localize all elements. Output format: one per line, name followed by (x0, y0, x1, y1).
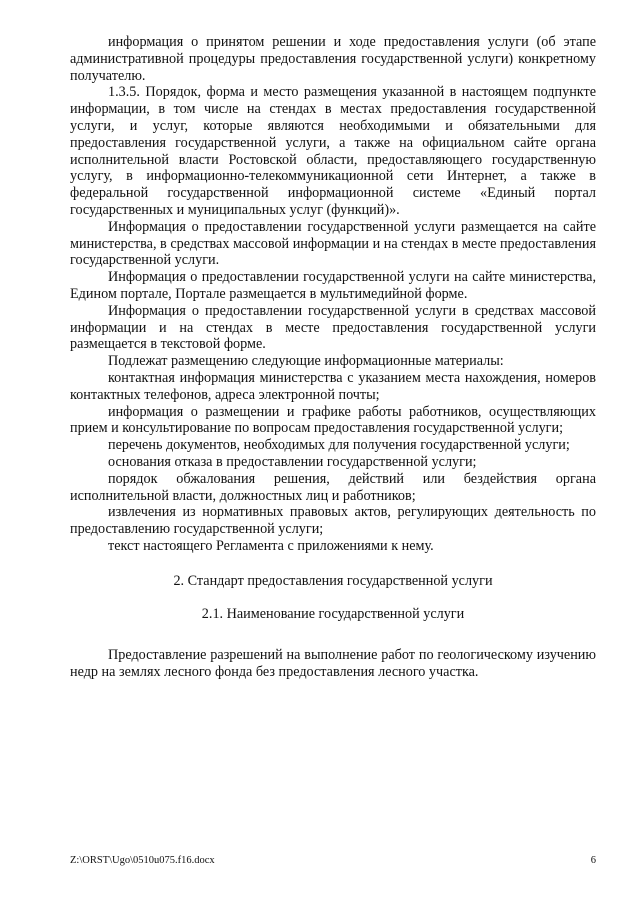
list-item-legal-extracts: извлечения из нормативных правовых актов, регулирующих деятельность по предоставлению государственной услуги; (70, 504, 596, 538)
list-item-contacts: контактная информация министерства с указанием места нахождения, номеров контактных телефонов, адреса электронной почты; (70, 369, 596, 403)
page-number: 6 (590, 855, 596, 866)
paragraph-service-name: Предоставление разрешений на выполнение работ по геологическому изучению недр на землях лесного фонда без предоставления лесного участка. (70, 646, 596, 680)
subsection-heading: 2.1. Наименование государственной услуги (201, 605, 465, 622)
paragraph-text-form: Информация о предоставлении государственной услуги в средствах массовой информации и на стендах в месте предоставления государственной услуги размещается в текстовой форме. (70, 302, 596, 353)
paragraph-multimedia-form: Информация о предоставлении государственной услуги на сайте министерства, Едином портале, Портале размещается в мультимедийной форме. (70, 269, 596, 302)
document-body (70, 34, 596, 680)
list-item-refusal-grounds: основания отказа в предоставлении государственной услуги; (108, 453, 477, 470)
list-item-regulation-text: текст настоящего Регламента с приложениями к нему. (108, 537, 434, 554)
list-item-appeal-procedure: порядок обжалования решения, действий или бездействия органа исполнительной власти, должностных лиц и работников; (70, 470, 596, 504)
paragraph-decision-info: информация о принятом решении и ходе предоставления услуги (об этапе административной процедуры предоставления государственной услуги) конкретному получателю. (70, 34, 596, 84)
list-item-schedule: информация о размещении и графике работы работников, осуществляющих прием и консультирование по вопросам предоставления государственной услуги; (70, 403, 596, 437)
paragraph-materials-intro: Подлежат размещению следующие информационные материалы: (108, 353, 504, 370)
footer-file-path: Z:\ORST\Ugo\0510u075.f16.docx (70, 855, 215, 866)
paragraph-info-placement: Информация о предоставлении государственной услуги размещается на сайте министерства, в средствах массовой информации и на стендах в месте предоставления государственной услуги. (70, 218, 596, 269)
paragraph-1-3-5: 1.3.5. Порядок, форма и место размещения указанной в настоящем подпункте информации, в том числе на стендах в местах предоставления государственной услуги, и услуг, которые являются необходимыми и обязательными для предоставления государственной услуги, а также на официальном сайте органа исполнительной власти Ростовской области, предоставляющего государственную услугу, в информационно-телекоммуникационной сети Интернет, а также в федеральной государственной информационной системе «Единый портал государственных и муниципальных услуг (функций)». (70, 84, 596, 218)
list-item-documents: перечень документов, необходимых для получения государственной услуги; (108, 437, 570, 454)
section-heading: 2. Стандарт предоставления государственной услуги (173, 572, 493, 589)
